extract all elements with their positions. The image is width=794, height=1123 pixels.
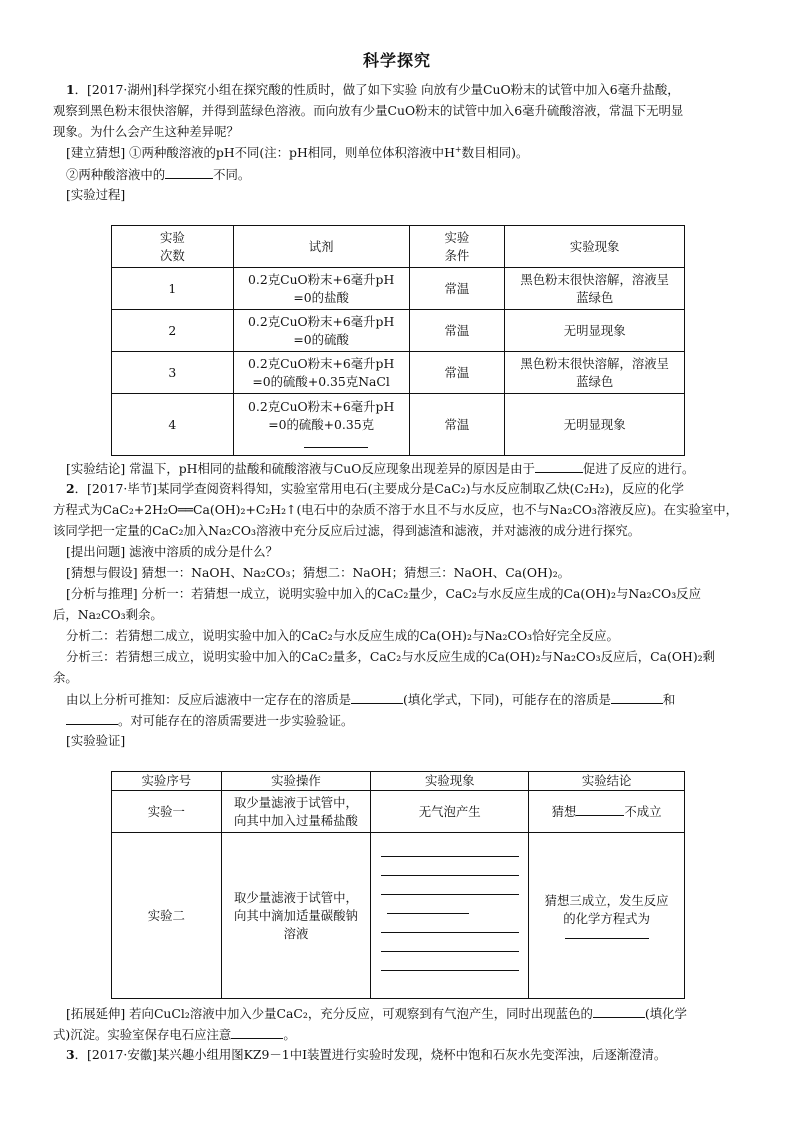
header-cell: 实验现象 (371, 772, 529, 791)
q2-analysis-3b: 余。 (53, 670, 78, 685)
header-cell: 实验 次数 (112, 226, 234, 268)
q1-hypothesis-1: [建立猜想] ①两种酸溶液的pH不同(注：pH相同，则单位体积溶液中H+数目相同)。 (66, 144, 529, 160)
fill-blank[interactable] (304, 434, 368, 448)
q2-verify-label: [实验验证] (66, 733, 126, 748)
q2-question: [提出问题] 滤液中溶质的成分是什么？ (66, 544, 278, 559)
q1-process-label: [实验过程] (66, 187, 126, 202)
q1-intro-line3: 现象。为什么会产生这种差异呢？ (53, 124, 239, 139)
q1-experiment-table (111, 225, 685, 456)
fill-blank[interactable] (66, 711, 118, 725)
q2-verification-table (111, 771, 685, 999)
q3-number: 3 (66, 1047, 75, 1062)
fill-blank[interactable] (535, 459, 583, 473)
header-cell: 实验序号 (112, 772, 222, 791)
q2-analysis-2: 分析二：若猜想二成立，说明实验中加入的CaC₂与水反应生成的Ca(OH)₂与Na₂CO₃恰好完全反应。 (66, 628, 619, 643)
q1-source: ．[2017·湖州] (74, 82, 157, 97)
header-cell: 实验 条件 (409, 226, 505, 268)
q1-intro-line2: 观察到黑色粉末很快溶解，并得到蓝绿色溶液。而向放有少量CuO粉末的试管中加入6毫升硫酸溶液，常温下无明显 (53, 103, 684, 118)
q2-extend-line2: 式)沉淀。实验室保存电石应注意 。 (53, 1027, 296, 1042)
fill-blank[interactable] (565, 938, 649, 939)
q2-source: ．[2017·毕节] (74, 481, 157, 496)
fill-blank[interactable] (576, 802, 624, 816)
header-cell: 试剂 (233, 226, 409, 268)
header-cell: 实验结论 (529, 772, 685, 791)
fill-blank[interactable] (593, 1004, 645, 1018)
table-row: 实验二 取少量滤液于试管中， 向其中滴加适量碳酸钠 溶液 猜想三成立，发生反应 的化学方程式为 (112, 833, 685, 999)
fill-blank[interactable] (351, 690, 403, 704)
observation-answer-lines[interactable] (371, 833, 529, 999)
q2-intro-line1: 2．[2017·毕节]某同学查阅资料得知，实验室常用电石(主要成分是CaC₂)与水反应制取乙炔(C₂H₂)，反应的化学 (66, 481, 684, 496)
q1-hypothesis-2: ②两种酸溶液中的 不同。 (66, 167, 251, 182)
table-row: 4 0.2克CuO粉末+6毫升pH =0的硫酸+0.35克 常温 无明显现象 (112, 394, 685, 456)
header-cell: 实验操作 (221, 772, 371, 791)
q2-inference-line2: 。对可能存在的溶质需要进一步实验验证。 (66, 711, 746, 730)
table-row: 实验一 取少量滤液于试管中， 向其中加入过量稀盐酸 无气泡产生 猜想 不成立 (112, 791, 685, 833)
q2-analysis-1a: [分析与推理] 分析一：若猜想一成立，说明实验中加入的CaC₂量少，CaC₂与水反应生成的Ca(OH)₂与Na₂CO₃反应 (66, 586, 701, 601)
table-row: 2 0.2克CuO粉末+6毫升pH =0的硫酸 常温 无明显现象 (112, 310, 685, 352)
table-row: 1 0.2克CuO粉末+6毫升pH =0的盐酸 常温 黑色粉末很快溶解，溶液呈 蓝绿色 (112, 268, 685, 310)
fill-blank[interactable] (231, 1025, 283, 1039)
table-header-row (112, 226, 685, 268)
q1-number: 1 (66, 82, 75, 97)
q2-analysis-3a: 分析三：若猜想三成立，说明实验中加入的CaC₂量多，CaC₂与水反应生成的Ca(OH)₂与Na₂CO₃反应后，Ca(OH)₂剩 (66, 649, 716, 664)
q1-conclusion: [实验结论] 常温下，pH相同的盐酸和硫酸溶液与CuO反应现象出现差异的原因是由于 促进了反应的进行。 (66, 461, 695, 476)
table-header-row (112, 772, 685, 791)
fill-blank[interactable] (611, 690, 663, 704)
q2-inference-line1: 由以上分析可推知：反应后滤液中一定存在的溶质是 (填化学式，下同)，可能存在的溶质是 和 (66, 692, 676, 707)
page-title: 科学探究 (362, 51, 431, 70)
q2-extend-line1: [拓展延伸] 若向CuCl₂溶液中加入少量CaC₂，充分反应，可观察到有气泡产生，同时出现蓝色的 (填化学 (66, 1006, 687, 1021)
plus-sup: + (454, 144, 462, 154)
q2-guess: [猜想与假设] 猜想一：NaOH、Na₂CO₃；猜想二：NaOH；猜想三：NaOH、Ca(OH)₂。 (66, 565, 571, 580)
fill-blank[interactable] (165, 165, 213, 179)
q3-source: ．[2017·安徽] (74, 1047, 157, 1062)
q2-analysis-1b: 后，Na₂CO₃剩余。 (53, 607, 163, 622)
q1-intro-line1: 1．[2017·湖州]科学探究小组在探究酸的性质时，做了如下实验 向放有少量CuO粉末的试管中加入6毫升盐酸， (66, 82, 680, 97)
q2-number: 2 (66, 481, 75, 496)
q2-intro-line3: 该同学把一定量的CaC₂加入Na₂CO₃溶液中充分反应后过滤，得到滤渣和滤液，并对滤液的成分进行探究。 (53, 523, 641, 538)
q2-intro-line2: 方程式为CaC₂+2H₂O══Ca(OH)₂+C₂H₂↑(电石中的杂质不溶于水且不与水反应，也不与Na₂CO₃溶液反应)。在实验室中， (53, 502, 739, 517)
table-row: 3 0.2克CuO粉末+6毫升pH =0的硫酸+0.35克NaCl 常温 黑色粉末很快溶解，溶液呈 蓝绿色 (112, 352, 685, 394)
header-cell: 实验现象 (505, 226, 685, 268)
q3-line1: 3．[2017·安徽]某兴趣小组用图KZ9－1中Ⅰ装置进行实验时发现，烧杯中饱和石灰水先变浑浊，后逐渐澄清。 (66, 1047, 667, 1062)
